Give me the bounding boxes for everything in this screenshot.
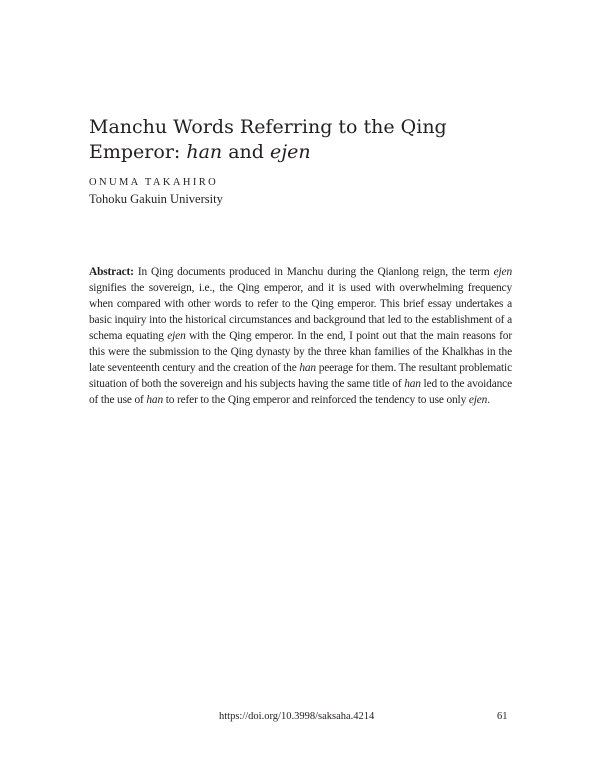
title-line-1: Manchu Words Referring to the Qing (89, 116, 447, 138)
doi-link[interactable]: https://doi.org/10.3998/saksaha.4214 (219, 711, 375, 722)
title-term-ejen: ejen (269, 141, 311, 163)
abstract-text: to refer to the Qing emperor and reinforced the tendency to use only (163, 394, 469, 407)
abstract-term: ejen (493, 266, 512, 278)
abstract-term: ejen (468, 394, 488, 407)
abstract-term: ejen (167, 330, 186, 343)
author-affiliation: Tohoku Gakuin University (89, 192, 223, 206)
abstract-text: signifies the sovereign, i.e., the Qing emperor, and it is used with overwhelming frequency when compared with other words to refer to the Qing emperor. This brief essay undertakes a basic inquiry into the historical circumstances and background that led to the establishment of a schema equating (89, 282, 512, 343)
abstract-text: . (487, 394, 490, 407)
abstract-paragraph (89, 264, 512, 408)
abstract-text: with the Qing emperor. In the end, I point out that the main reasons for this were the submission to the Qing dynasty by the three khan families of the Khalkhas in the late seventeenth century and the creation of the (89, 330, 512, 375)
abstract-text: In Qing documents produced in Manchu during the Qianlong reign, the term (133, 266, 494, 278)
abstract-label: Abstract: (89, 266, 134, 278)
author-name: ONUMA TAKAHIRO (89, 177, 219, 188)
abstract-text: peerage for them. The resultant problematic situation of both the sovereign and his subjects having the same title of (89, 362, 512, 391)
title-term-han: han (186, 141, 223, 163)
abstract-term: han (146, 394, 164, 407)
abstract-term: han (299, 362, 316, 375)
article-title (89, 115, 529, 165)
title-line-2-prefix: Emperor: (89, 141, 187, 163)
abstract-text: led to the avoidance of the use of (89, 378, 512, 407)
page-number: 61 (497, 711, 508, 722)
abstract-term: han (404, 378, 421, 391)
title-conjunction: and (222, 141, 270, 163)
